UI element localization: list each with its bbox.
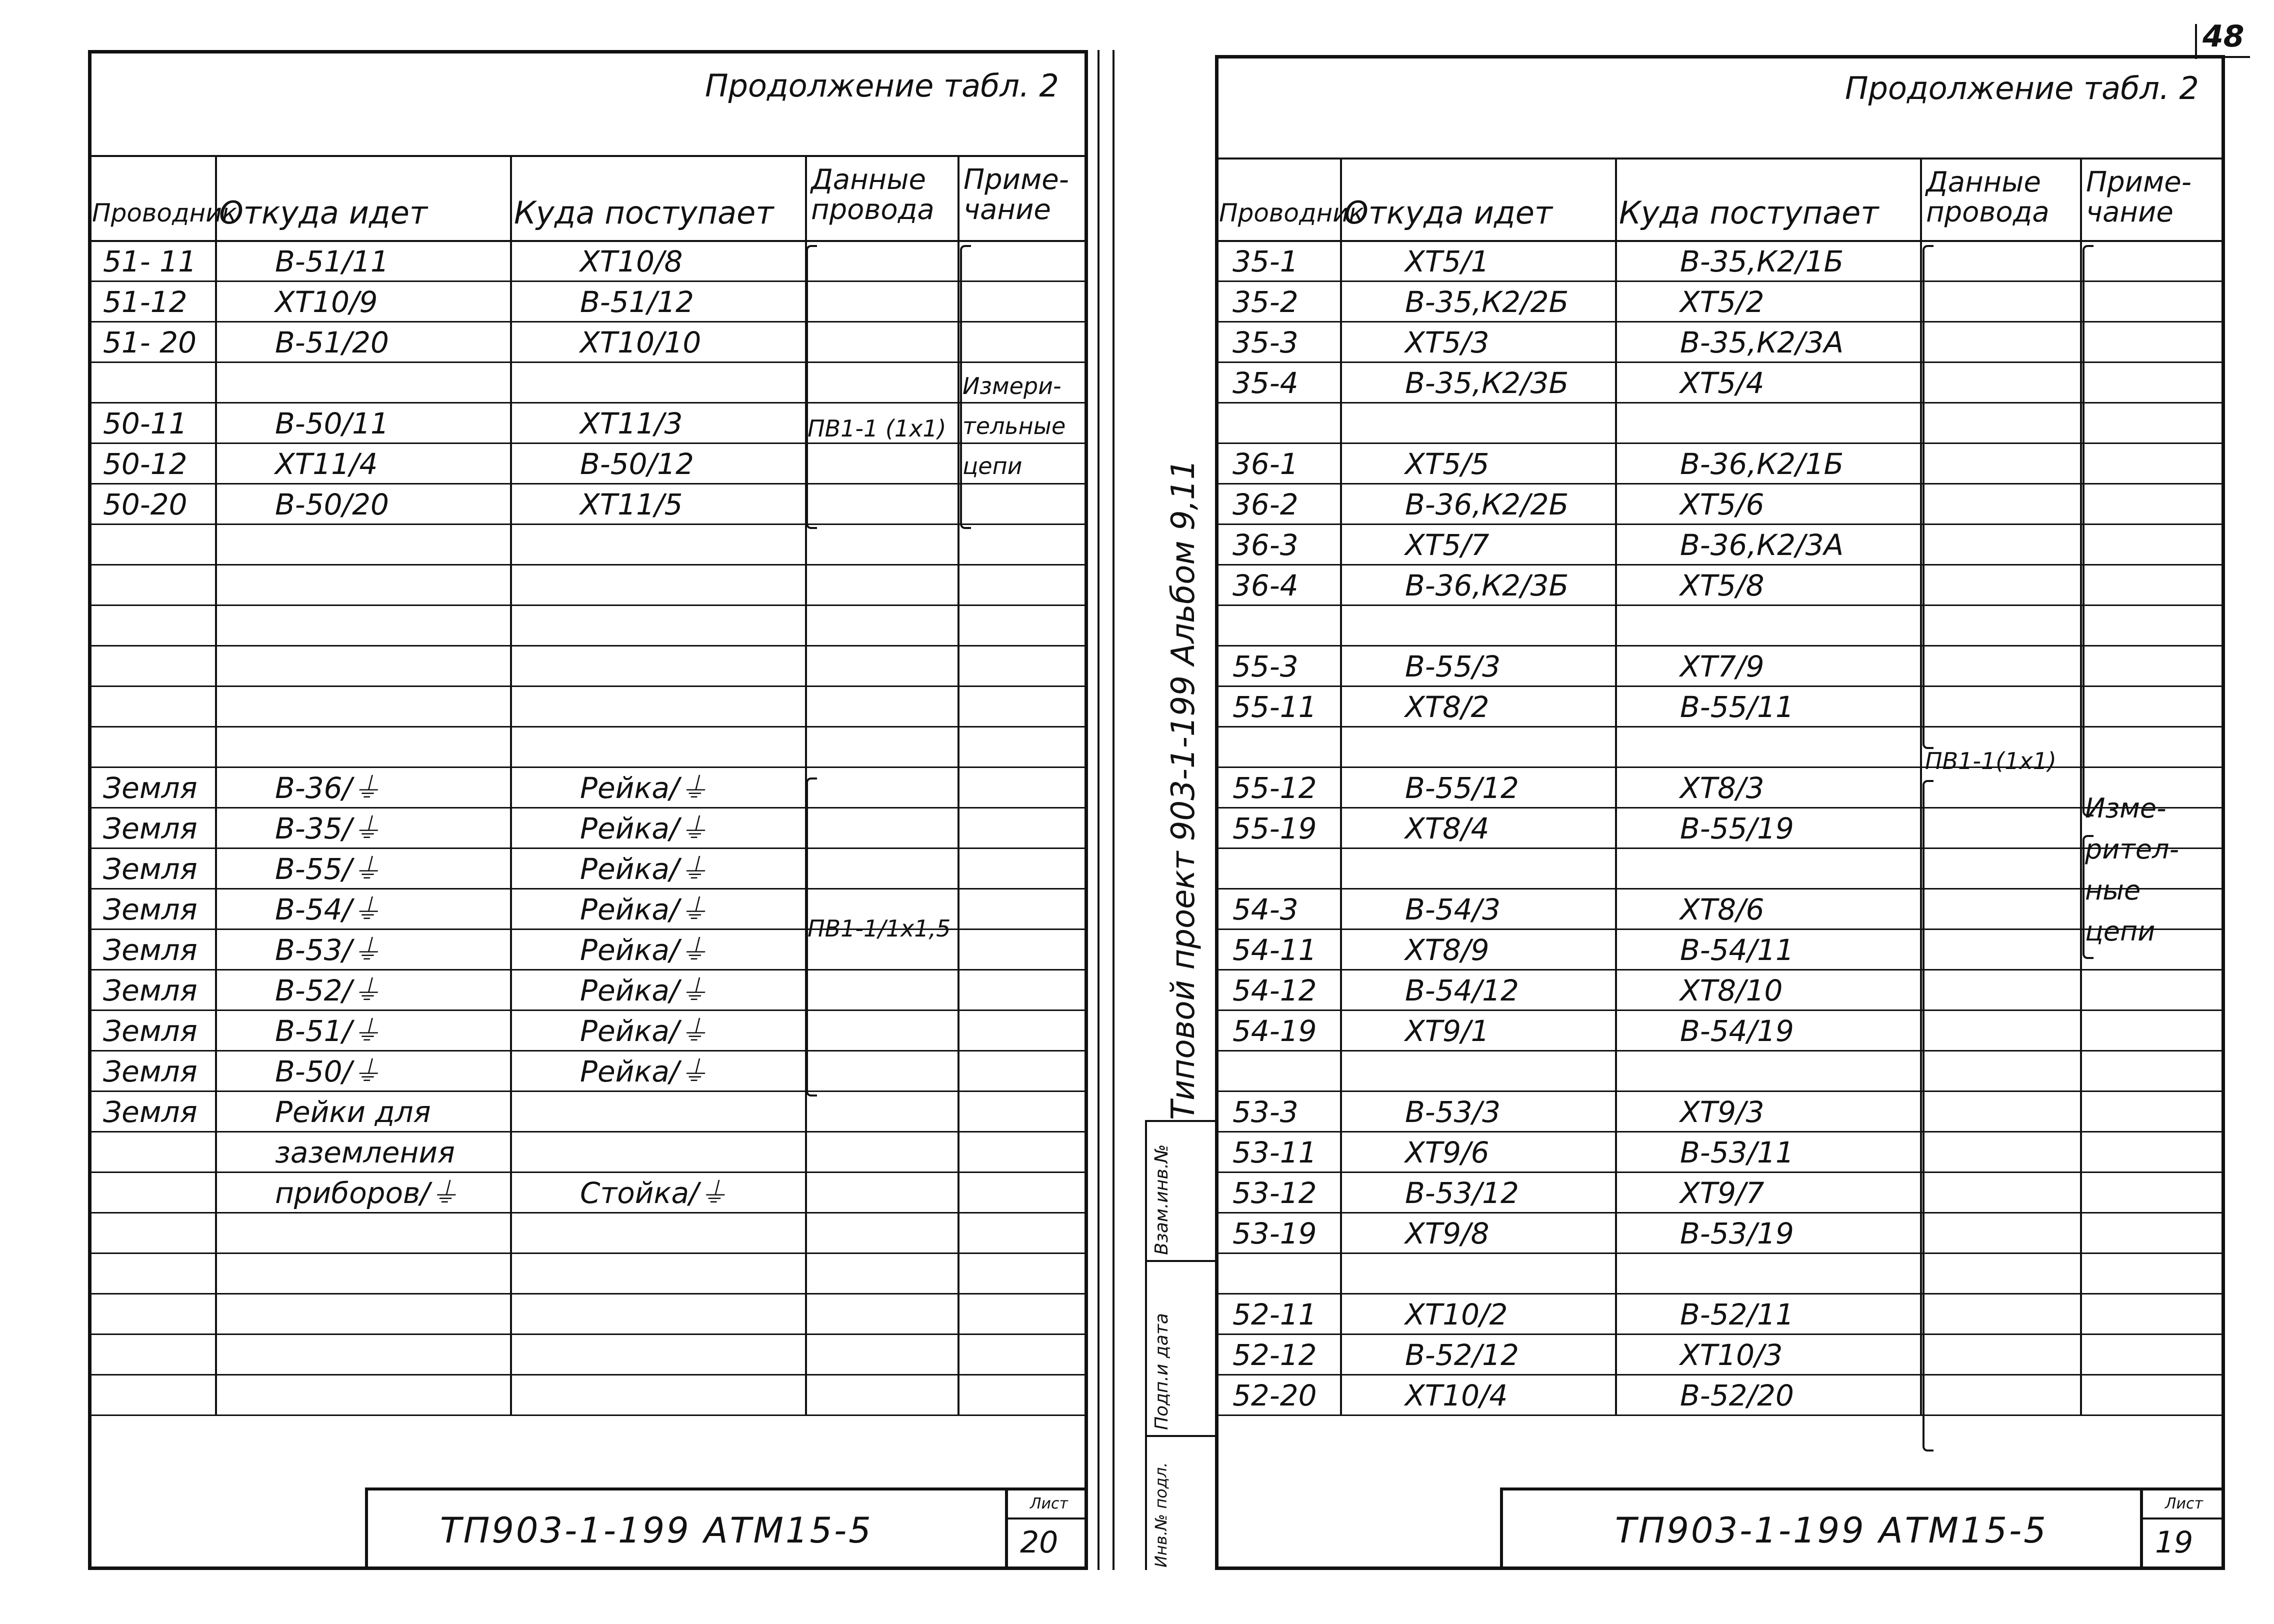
column-header-4-line-1: Данные провода [1926, 166, 2050, 228]
binding-top-line [1145, 1120, 1215, 1122]
right-stamp-code: ТП903-1-199 АТМ15-5 [1615, 1510, 2048, 1551]
table-cell: В-55/11 [1680, 690, 1794, 724]
table-cell: В-52/⏚ [275, 974, 382, 1008]
binding-sep-1 [1145, 1260, 1215, 1262]
table-cell: 35-4 [1232, 366, 1298, 400]
table-cell: ХТ11/5 [580, 488, 683, 522]
left-remark-line: цепи [962, 452, 1022, 480]
table-cell: 54-12 [1232, 974, 1317, 1008]
table-cell: 50-20 [103, 488, 188, 522]
table-cell: В-36/⏚ [275, 771, 382, 805]
table-cell: В-35/⏚ [275, 812, 382, 846]
table-cell: 52-20 [1232, 1378, 1317, 1412]
table-cell: В-50/20 [275, 488, 389, 522]
column-line [958, 155, 960, 1415]
table-cell: В-52/12 [1405, 1338, 1519, 1372]
table-cell: Земля [103, 1095, 198, 1129]
table-cell: В-55/3 [1405, 650, 1500, 684]
table-cell: 52-12 [1232, 1338, 1317, 1372]
left-brace-2 [806, 778, 817, 1096]
table-cell: В-36,К2/3Б [1405, 568, 1569, 602]
column-line [215, 155, 217, 1415]
row-line [88, 645, 1088, 646]
table-cell: Рейка/⏚ [580, 974, 708, 1008]
column-header-5-line-1: Приме- чание [964, 164, 1069, 226]
left-table-title: Продолжение табл. 2 [705, 68, 1059, 104]
table-cell: В-55/19 [1680, 812, 1794, 846]
table-cell: ХТ9/8 [1405, 1216, 1490, 1250]
table-cell: В-36,К2/1Б [1680, 447, 1844, 481]
left-sheet-box-divider [1005, 1518, 1088, 1520]
column-line [1920, 158, 1922, 1415]
table-cell: ХТ9/7 [1680, 1176, 1764, 1210]
table-cell: В-53/12 [1405, 1176, 1519, 1210]
table-cell: заземления [275, 1136, 455, 1170]
binding-project-text: Типовой проект 903-1-199 Альбом 9,11 [1165, 459, 1202, 1120]
table-cell: В-53/⏚ [275, 933, 382, 967]
left-brace-1 [806, 245, 817, 529]
right-sheet-label: Лист [2165, 1495, 2204, 1512]
table-cell: ХТ10/10 [580, 326, 702, 360]
row-line [88, 1414, 1088, 1416]
table-cell: В-53/3 [1405, 1095, 1500, 1129]
binding-line-3 [1145, 1120, 1147, 1570]
table-cell: В-51/20 [275, 326, 389, 360]
table-cell: ХТ7/9 [1680, 650, 1764, 684]
binding-sep-2 [1145, 1435, 1215, 1437]
table-cell: В-54/⏚ [275, 892, 382, 926]
table-cell: В-35,К2/3Б [1405, 366, 1569, 400]
right-remark-line: цепи [2085, 916, 2156, 947]
binding-field-inventory: Инв.№ подл. [1152, 1462, 1170, 1568]
table-cell: 50-12 [103, 447, 188, 481]
table-cell: ХТ5/3 [1405, 326, 1490, 360]
table-cell: 54-19 [1232, 1014, 1317, 1048]
table-cell: ХТ9/3 [1680, 1095, 1764, 1129]
table-cell: Земля [103, 974, 198, 1008]
column-header-4-line-1: Данные провода [811, 164, 934, 226]
table-cell: В-52/20 [1680, 1378, 1794, 1412]
table-cell: Рейки для [275, 1095, 431, 1129]
table-cell: 55-12 [1232, 771, 1317, 805]
table-cell: В-35,К2/3А [1680, 326, 1844, 360]
table-cell: В-35,К2/1Б [1680, 244, 1844, 278]
right-remark-line: рител- [2085, 834, 2180, 865]
table-cell: В-50/12 [580, 447, 694, 481]
table-cell: ХТ10/2 [1405, 1298, 1508, 1332]
table-cell: Земля [103, 1014, 198, 1048]
table-cell: В-52/11 [1680, 1298, 1794, 1332]
page-number-corner [2195, 24, 2197, 59]
table-cell: 36-1 [1232, 447, 1298, 481]
table-cell: Рейка/⏚ [580, 1014, 708, 1048]
binding-field-replace: Взам.инв.№ [1152, 1144, 1172, 1255]
table-cell: Рейка/⏚ [580, 852, 708, 886]
table-cell: 50-11 [103, 406, 188, 440]
left-sheet-number: 20 [1020, 1525, 1058, 1560]
table-cell: ХТ5/4 [1680, 366, 1764, 400]
table-cell: ХТ9/6 [1405, 1136, 1490, 1170]
left-wire-note-1: ПВ1-1 (1х1) [808, 415, 946, 442]
table-cell: ХТ10/9 [275, 285, 378, 319]
row-line [88, 1374, 1088, 1376]
table-cell: В-53/11 [1680, 1136, 1794, 1170]
table-cell: ХТ10/4 [1405, 1378, 1508, 1412]
column-header-3: Куда поступает [1619, 194, 1879, 231]
header-top-line [88, 155, 1088, 157]
right-remark-brace-lower [2082, 835, 2094, 959]
right-remark-line: ные [2085, 874, 2141, 906]
table-cell: ХТ8/9 [1405, 933, 1490, 967]
table-cell: В-36,К2/2Б [1405, 488, 1569, 522]
table-cell: Земля [103, 892, 198, 926]
table-cell: ХТ8/10 [1680, 974, 1783, 1008]
left-sheet-label: Лист [1030, 1495, 1068, 1512]
table-cell: В-50/⏚ [275, 1054, 382, 1088]
column-line [510, 155, 512, 1415]
table-cell: ХТ11/4 [275, 447, 378, 481]
table-cell: ХТ9/1 [1405, 1014, 1490, 1048]
table-cell: 53-12 [1232, 1176, 1317, 1210]
row-line [88, 1293, 1088, 1294]
header-top-line [1215, 158, 2225, 160]
table-cell: ХТ8/4 [1405, 812, 1490, 846]
table-cell: 55-19 [1232, 812, 1317, 846]
binding-line-1 [1098, 50, 1100, 1570]
table-cell: 53-11 [1232, 1136, 1317, 1170]
table-cell: В-55/12 [1405, 771, 1519, 805]
table-cell: приборов/⏚ [275, 1176, 459, 1210]
table-cell: 51- 11 [103, 244, 196, 278]
table-cell: 35-2 [1232, 285, 1298, 319]
table-cell: ХТ5/6 [1680, 488, 1764, 522]
table-cell: В-54/19 [1680, 1014, 1794, 1048]
column-header-1: Проводник [1219, 198, 1364, 228]
left-stamp-code: ТП903-1-199 АТМ15-5 [440, 1510, 873, 1551]
table-cell: Рейка/⏚ [580, 1054, 708, 1088]
table-cell: В-55/⏚ [275, 852, 382, 886]
table-cell: 51- 20 [103, 326, 196, 360]
table-cell: 55-3 [1232, 650, 1298, 684]
table-cell: Земля [103, 1054, 198, 1088]
table-cell: ХТ8/3 [1680, 771, 1764, 805]
row-line [88, 686, 1088, 687]
table-cell: ХТ5/1 [1405, 244, 1490, 278]
left-wire-note-2: ПВ1-1/1х1,5 [808, 915, 951, 942]
table-cell: Земля [103, 852, 198, 886]
right-sheet-number: 19 [2155, 1525, 2194, 1560]
table-cell: ХТ5/5 [1405, 447, 1490, 481]
table-cell: 35-3 [1232, 326, 1298, 360]
row-line [88, 1252, 1088, 1254]
table-cell: ХТ11/3 [580, 406, 683, 440]
column-header-5-line-1: Приме- чание [2086, 166, 2192, 228]
table-cell: В-50/11 [275, 406, 389, 440]
right-wire-note: ПВ1-1(1х1) [1925, 748, 2056, 774]
column-line [2080, 158, 2082, 1415]
table-cell: Рейка/⏚ [580, 892, 708, 926]
row-line [88, 564, 1088, 566]
column-line [1615, 158, 1617, 1415]
row-line [88, 1334, 1088, 1335]
table-cell: В-36,К2/3А [1680, 528, 1844, 562]
right-brace-lower [1922, 780, 1934, 1452]
table-cell: Рейка/⏚ [580, 771, 708, 805]
table-cell: В-54/3 [1405, 892, 1500, 926]
right-brace-upper [1922, 245, 1934, 749]
table-cell: В-51/12 [580, 285, 694, 319]
table-cell: ХТ10/8 [580, 244, 683, 278]
table-cell: В-54/11 [1680, 933, 1794, 967]
left-sheet-box [1005, 1488, 1008, 1570]
table-cell: 36-3 [1232, 528, 1298, 562]
right-sheet-box [2140, 1488, 2143, 1570]
table-cell: 55-11 [1232, 690, 1317, 724]
table-cell: Земля [103, 771, 198, 805]
table-cell: 35-1 [1232, 244, 1298, 278]
table-cell: ХТ8/6 [1680, 892, 1764, 926]
table-cell: 51-12 [103, 285, 188, 319]
column-header-1: Проводник [92, 198, 237, 228]
row-line [88, 726, 1088, 728]
right-sheet-box-divider [2140, 1518, 2225, 1520]
table-cell: 54-3 [1232, 892, 1298, 926]
table-cell: ХТ8/2 [1405, 690, 1490, 724]
table-cell: 52-11 [1232, 1298, 1317, 1332]
table-cell: Рейка/⏚ [580, 812, 708, 846]
left-remark-brace [960, 245, 971, 529]
table-cell: Земля [103, 933, 198, 967]
column-header-2: Откуда идет [1344, 194, 1553, 231]
right-table-title: Продолжение табл. 2 [1845, 70, 2199, 106]
row-line [88, 1131, 1088, 1132]
table-cell: 53-3 [1232, 1095, 1298, 1129]
table-cell: Стойка/⏚ [580, 1176, 728, 1210]
table-cell: Земля [103, 812, 198, 846]
column-line [1340, 158, 1342, 1415]
right-remark-line: Изме- [2085, 792, 2166, 824]
table-cell: ХТ5/8 [1680, 568, 1764, 602]
table-cell: 54-11 [1232, 933, 1317, 967]
row-line [88, 604, 1088, 606]
column-header-3: Куда поступает [514, 194, 774, 231]
table-cell: ХТ5/2 [1680, 285, 1764, 319]
table-cell: В-54/12 [1405, 974, 1519, 1008]
table-cell: 36-2 [1232, 488, 1298, 522]
table-cell: 53-19 [1232, 1216, 1317, 1250]
binding-field-signature: Подп.и дата [1152, 1313, 1172, 1430]
table-cell: В-51/11 [275, 244, 389, 278]
table-cell: В-35,К2/2Б [1405, 285, 1569, 319]
table-cell: 36-4 [1232, 568, 1298, 602]
left-remark-line: Измери- [962, 372, 1062, 400]
column-header-2: Откуда идет [219, 194, 428, 231]
table-cell: ХТ5/7 [1405, 528, 1490, 562]
right-remark-brace-upper [2082, 245, 2094, 816]
binding-line-2 [1112, 50, 1114, 1570]
table-cell: В-53/19 [1680, 1216, 1794, 1250]
table-cell: Рейка/⏚ [580, 933, 708, 967]
table-cell: ХТ10/3 [1680, 1338, 1783, 1372]
page-number: 48 [2202, 19, 2244, 54]
table-cell: В-51/⏚ [275, 1014, 382, 1048]
left-remark-line: тельные [962, 412, 1066, 440]
